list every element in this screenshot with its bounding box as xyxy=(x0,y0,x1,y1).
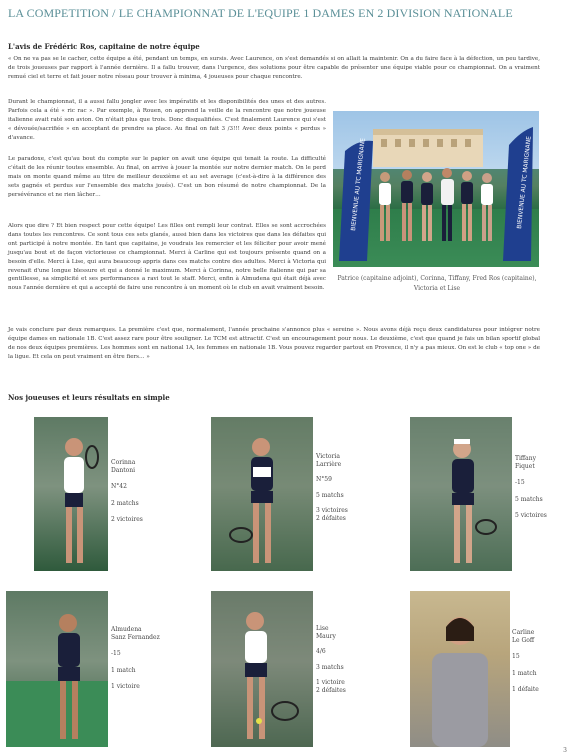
player-losses: 2 défaites xyxy=(316,686,346,694)
player-rank: 4/6 xyxy=(316,648,326,656)
player-losses: 2 défaites xyxy=(316,514,346,522)
player-info-victoria xyxy=(316,453,376,523)
player-info-corinna xyxy=(111,459,171,524)
player-wins: 1 victoire xyxy=(111,683,140,691)
page-title: LA COMPETITION / LE CHAMPIONNAT DE L'EQUIPE 1 DAMES EN 2 DIVISION NATIONALE xyxy=(8,6,513,20)
player-wins: 1 défaite xyxy=(512,686,539,694)
player-photo-victoria xyxy=(211,417,313,571)
player-figure xyxy=(211,417,313,571)
player-matches: 5 matchs xyxy=(515,495,543,503)
player-first-name: Corinna xyxy=(111,459,136,466)
player-matches: 3 matchs xyxy=(316,663,344,671)
player-info-lise xyxy=(316,625,376,695)
players-heading: Nos joueuses et leurs résultats en simple xyxy=(8,393,170,402)
paragraph-respect: Alors que dire ? Et bien respect pour cette équipe! Les filles ont rempli leur contrat. Elles se sont accrochées dans toutes les rencontres. Ce sont tous ces sets glanés, aussi bien dans les victoires que dans les défaites qui ont participé à notre montée. En tant que capitaine, je voudrais les remercier et les féliciter pour avoir mené jusqu'au bout et de façon victorieuse ce championnat. Merci à Carline qui est toujours présente quand on a besoin d'elle. Merci à Lise, qui aura beaucoup appris dans ces matchs contre des adultes. Merci à Victoria qui revenait d'une longue blessure et qui a donné le maximum. Merci à Corinna, notre belle italienne qui par sa gentillesse, sa simplicité et ses performances a ravi tout le staff. Merci, enfin à Almudena qui était déjà avec nous l'année dernière et qui a accepté de faire une rencontre à un moment où le club en avait vraiment besoin. xyxy=(8,223,326,292)
player-first-name: Carline xyxy=(512,629,535,636)
player-matches: 1 match xyxy=(111,666,136,674)
player-last-name: Larrière xyxy=(316,460,342,468)
player-last-name: Le Goff xyxy=(512,636,535,644)
team-photo-illustration xyxy=(333,111,539,267)
player-figure xyxy=(211,591,313,747)
player-wins: 3 victoires xyxy=(316,507,348,515)
paragraph-paradox: Le paradoxe, c'est qu'au bout du compte sur le papier on avait une équipe qui tenait la route. La difficulté c'était de les réunir toutes ensemble. Au final, on arrive à jouer la montée sur notre dernier match. On le perd mais on monte quand même au titre de meilleur deuxième et au set average (c'est-à-dire à la différence des sets gagnés et perdus sur l'ensemble des matchs joués). C'est un bon résumé de notre championnat. De la persévérance et ne rien lâcher… xyxy=(8,156,326,198)
page-number: 3 xyxy=(563,747,567,754)
player-info-tiffany xyxy=(515,455,571,520)
right-banner-text: BIENVENUE AU TC MARIGNANE xyxy=(516,135,533,230)
player-photo-lise xyxy=(211,591,313,747)
player-figure xyxy=(34,417,108,571)
paragraph-championship: Durant le championnat, il a aussi fallu jongler avec les impératifs et les disponibilités des unes et des autres. Parfois cela a été « ric rac ». Par exemple, à Rouen, on apprend la veille de la rencontre que notre joueuse italienne avait raté son avion. On n'était plus que trois. Donc disqualifiées. C'est finalement Laurence qui s'est « dévouée/sacrifiée » en acceptant de prendre sa place. Au final on fait 3 /3!!! Avec deux points « perdus » d'avance. xyxy=(8,99,326,141)
team-photo xyxy=(333,111,539,267)
player-figure xyxy=(6,591,108,747)
player-info-almudena xyxy=(111,626,171,691)
player-last-name: Fiquet xyxy=(515,462,535,470)
player-wins: 2 victoires xyxy=(111,516,143,524)
player-last-name: Sanz Fernandez xyxy=(111,633,160,641)
player-first-name: Victoria xyxy=(316,453,340,460)
player-first-name: Almudena xyxy=(111,626,142,633)
team-photo-caption: Patrice (capitaine adjoint), Corinna, Tiffany, Fred Ros (capitaine), Victoria et Lise xyxy=(337,275,537,292)
player-photo-carline xyxy=(410,591,510,747)
player-last-name: Maury xyxy=(316,632,336,640)
paragraph-conclusion: Je vais conclure par deux remarques. La première c'est que, normalement, l'année prochaine s'annonce plus « sereine ». Nous avons déjà reçu deux candidatures pour intégrer notre équipe dames en nationale 1B. C'est assez rare pour être souligner. Le TCM est attractif. C'est un encouragement pour nous. Le deuxième, c'est que quand je fais un bilan sportif global de nos deux équipes premières. Les hommes sont en national 1A, les femmes en nationale 1B. Vous pouvez regarder partout en Provence, il n'y a pas mieux. On est le club « top one » de la ligue. Et cela on peut vraiment en être fiers… » xyxy=(8,327,540,360)
player-rank: -15 xyxy=(515,479,525,487)
player-rank: N°59 xyxy=(316,476,332,484)
player-matches: 1 match xyxy=(512,669,537,677)
player-rank: 15 xyxy=(512,653,520,661)
player-matches: 5 matchs xyxy=(316,491,344,499)
player-first-name: Tiffany xyxy=(515,455,537,462)
player-info-carline xyxy=(512,629,570,694)
player-matches: 2 matchs xyxy=(111,499,139,507)
player-figure xyxy=(410,591,510,747)
player-photo-corinna xyxy=(34,417,108,571)
player-photo-tiffany xyxy=(410,417,512,571)
player-wins: 1 victoire xyxy=(316,679,345,687)
player-photo-almudena xyxy=(6,591,108,747)
player-last-name: Dantoni xyxy=(111,466,136,474)
player-rank: -15 xyxy=(111,650,121,658)
player-wins: 5 victoires xyxy=(515,512,547,520)
interview-heading: L'avis de Frédéric Ros, capitaine de notre équipe xyxy=(8,42,200,51)
player-rank: N°42 xyxy=(111,483,127,491)
left-banner-text: BIENVENUE AU TC MARIGNANE xyxy=(350,137,367,232)
player-figure xyxy=(410,417,512,571)
paragraph-intro: « On ne va pas se le cacher, cette équipe a été, pendant un temps, en sursis. Avec Laurence, on s'est demandés si on allait la maintenir. On a du faire face à la défection, un peu tardive, de trois joueuses par rapport à l'année dernière. Il a fallu trouver, dans l'urgence, des solutions pour être capable de présenter une équipe viable pour ce championnat. On a vraiment remué ciel et terre et fait jouer notre réseau pour trouver à minima, 4 joueuses pour chaque rencontre. xyxy=(8,56,540,80)
player-first-name: Lise xyxy=(316,625,329,632)
